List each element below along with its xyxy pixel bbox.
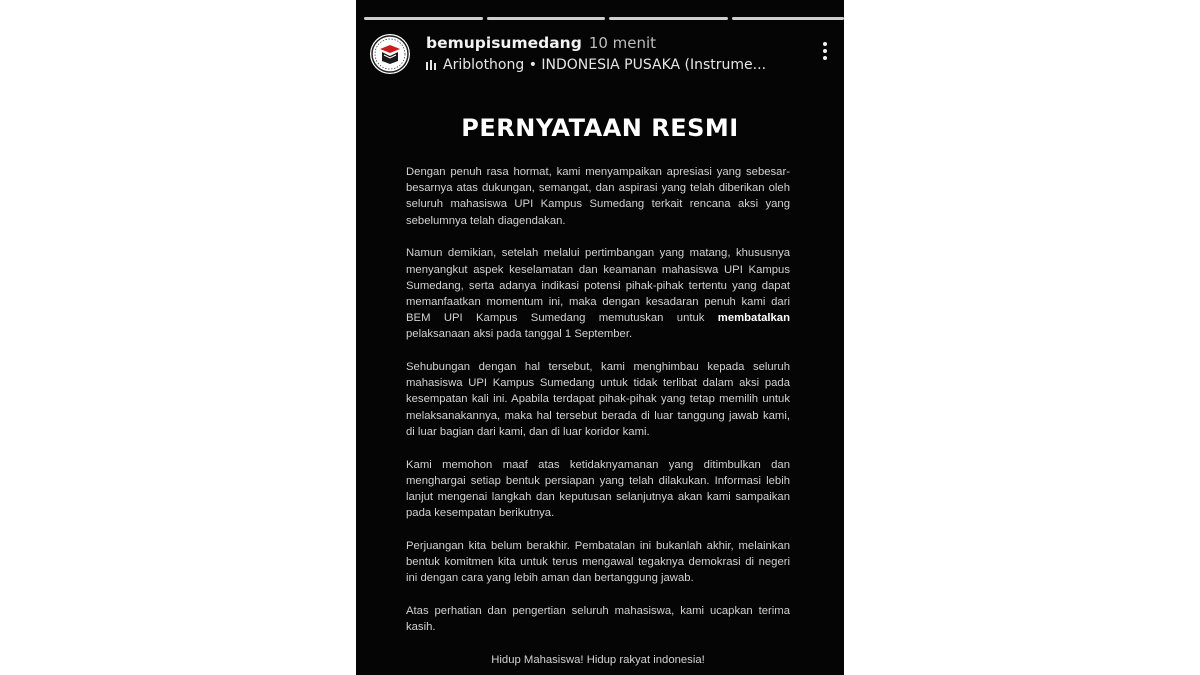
avatar[interactable]: [370, 34, 410, 74]
music-bars-icon: [426, 60, 438, 70]
paragraph: Atas perhatian dan pengertian seluruh mahasiswa, kami ucapkan terima kasih.: [406, 604, 790, 634]
user-line: [426, 33, 656, 52]
statement-title: PERNYATAAN RESMI: [461, 114, 739, 142]
story-progress: [364, 17, 844, 20]
upi-logo-icon: [370, 34, 410, 74]
post-time: 10 menit: [588, 34, 657, 52]
story-viewer: [356, 0, 844, 675]
paragraph: Dengan penuh rasa hormat, kami menyampaikan apresiasi yang sebesar-besarnya atas dukungan, semangat, dan aspirasi yang telah diberikan oleh seluruh mahasiswa UPI Kampus Sumedang terkait rencana aksi yang sebelumnya telah diagendakan.: [406, 166, 790, 227]
progress-segment: [364, 17, 483, 20]
emphasis-text: membatalkan: [717, 312, 790, 325]
paragraph: Sehubungan dengan hal tersebut, kami menghimbau kepada seluruh mahasiswa UPI Kampus Sumedang untuk tidak terlibat dalam aksi pada kesempatan kali ini. Apabila terdapat pihak-pihak yang tetap memilih untuk melaksanakannya, maka hal tersebut berada di luar tanggung jawab kami, di luar bagian dari kami, dan di luar koridor kami.: [406, 361, 790, 438]
progress-segment: [609, 17, 728, 20]
closing-line: Hidup Mahasiswa! Hidup rakyat indonesia!: [491, 653, 705, 666]
music-title: Ariblothong • INDONESIA PUSAKA (Instrume...: [443, 57, 767, 73]
story-header: [370, 30, 830, 80]
paragraph: Kami memohon maaf atas ketidaknyamanan yang ditimbulkan dan menghargai setiap bentuk persiapan yang telah dilakukan. Informasi lebih lanjut mengenai langkah dan keputusan selanjutnya akan kami sampaikan pada kesempatan berikutnya.: [406, 458, 790, 520]
username[interactable]: bemupisumedang: [426, 34, 582, 52]
music-attribution[interactable]: [426, 57, 776, 73]
progress-segment: [732, 17, 844, 20]
more-vertical-icon[interactable]: [820, 40, 830, 64]
statement-body: [406, 164, 790, 675]
paragraph-text: pelaksanaan aksi pada tanggal 1 September.: [406, 328, 633, 341]
paragraph: Perjuangan kita belum berakhir. Pembatalan ini bukanlah akhir, melainkan bentuk komitmen kita untuk terus mengawal tegaknya demokrasi di negeri ini dengan cara yang lebih aman dan bertanggung jawab.: [406, 539, 790, 585]
paragraph: [406, 245, 790, 342]
progress-segment: [487, 17, 606, 20]
paragraph-text: Namun demikian, setelah melalui pertimbangan yang matang, khususnya menyangkut aspek keselamatan dan keamanan mahasiswa UPI Kampus Sumedang, serta adanya indikasi potensi pihak-pihak tertentu yang dapat memanfaatkan momentum ini, maka dengan kesadaran penuh kami dari BEM UPI Kampus Sumedang memutuskan untuk: [406, 247, 790, 325]
